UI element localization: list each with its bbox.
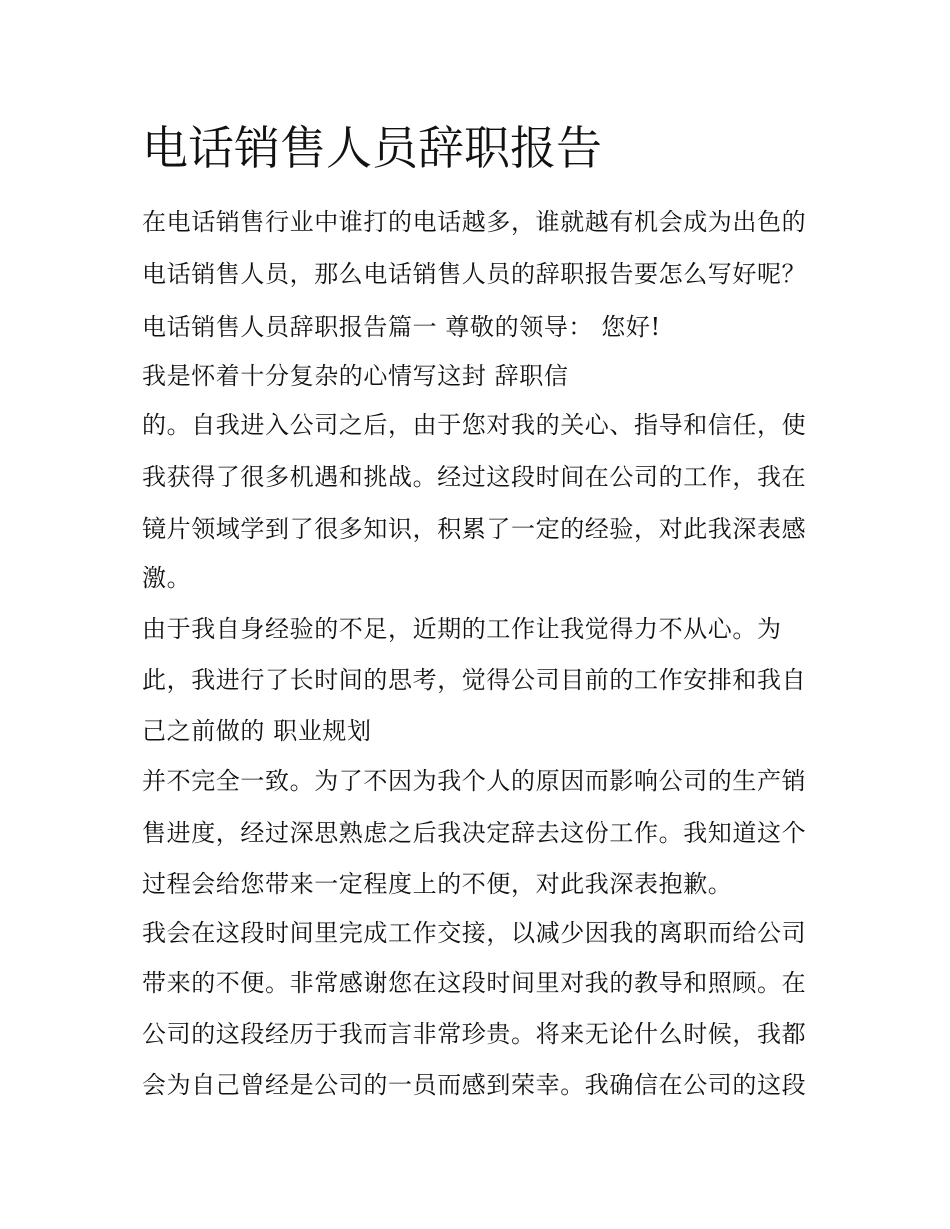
body-line: 过程会给您带来一定程度上的不便，对此我深表抱歉。 [142, 870, 733, 898]
body-line: 公司的这段经历于我而言非常珍贵。将来无论什么时候，我都 [142, 1020, 807, 1048]
body-line: 的。自我进入公司之后，由于您对我的关心、指导和信任，使 [142, 411, 807, 439]
body-line: 我会在这段时间里完成工作交接，以减少因我的离职而给公司 [142, 919, 807, 947]
body-line: 激。 [142, 564, 192, 592]
body-line: 售进度，经过深思熟虑之后我决定辞去这份工作。我知道这个 [142, 819, 807, 847]
body-line: 并不完全一致。为了不因为我个人的原因而影响公司的生产销 [142, 767, 807, 795]
body-line: 己之前做的 职业规划 [142, 717, 372, 745]
body-line: 电话销售人员，那么电话销售人员的辞职报告要怎么写好呢？ [142, 260, 807, 288]
body-line: 由于我自身经验的不足，近期的工作让我觉得力不从心。为 [142, 615, 782, 643]
body-line: 带来的不便。非常感谢您在这段时间里对我的教导和照顾。在 [142, 969, 807, 997]
body-line: 会为自己曾经是公司的一员而感到荣幸。我确信在公司的这段 [142, 1071, 807, 1099]
body-line: 我是怀着十分复杂的心情写这封 辞职信 [142, 362, 569, 390]
body-line: 电话销售人员辞职报告篇一 尊敬的领导： 您好! [142, 313, 661, 341]
document-title: 电话销售人员辞职报告 [142, 121, 602, 175]
body-line: 在电话销售行业中谁打的电话越多，谁就越有机会成为出色的 [142, 208, 807, 236]
body-line: 镜片领域学到了很多知识，积累了一定的经验，对此我深表感 [142, 515, 807, 543]
body-line: 此，我进行了长时间的思考，觉得公司目前的工作安排和我自 [142, 666, 807, 694]
body-line: 我获得了很多机遇和挑战。经过这段时间在公司的工作，我在 [142, 463, 807, 491]
